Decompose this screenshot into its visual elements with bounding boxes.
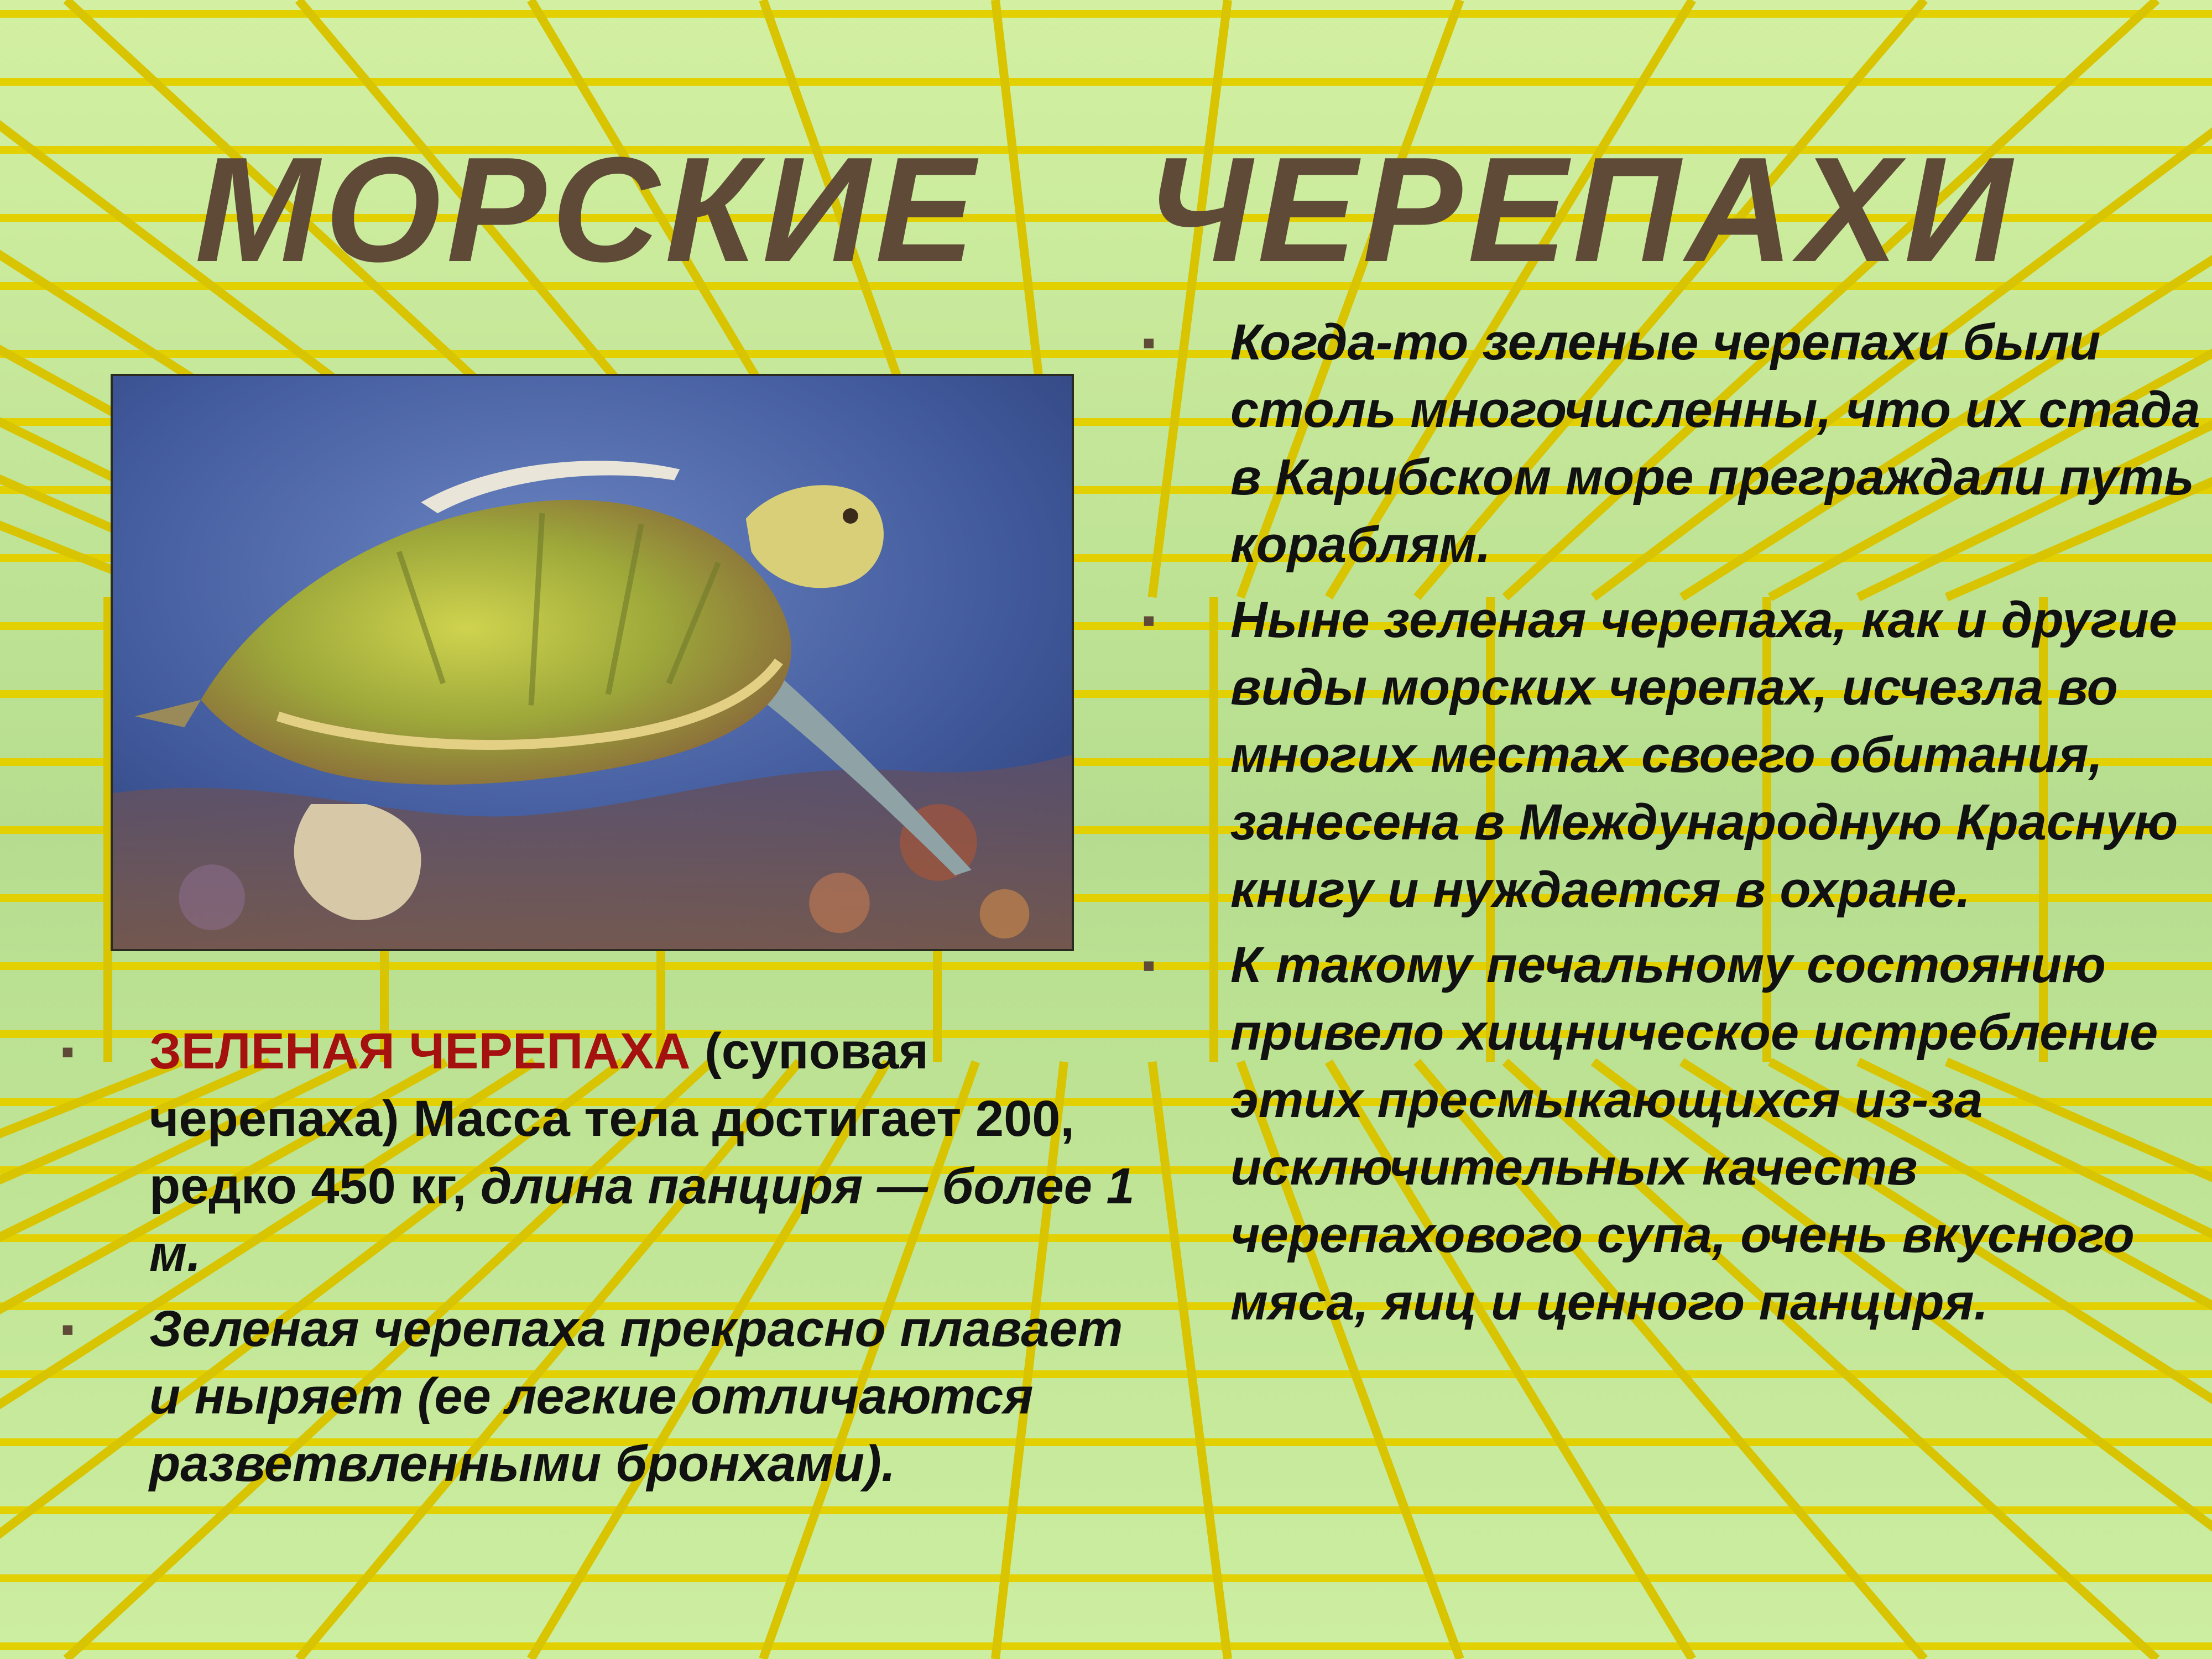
turtle-photo bbox=[111, 374, 1074, 951]
slide-title bbox=[0, 127, 2212, 293]
bullet-marker: ▪ bbox=[1142, 321, 1156, 364]
bullet-text: К такому печальному состоянию привело хищническое истребление этих пресмыкающихся из-за исключительных качеств черепахового супа, очень вкусного мяса, яиц и ценного панциря. bbox=[1230, 937, 2158, 1331]
bullet-text: (суповая черепаха) Масса тела достигает 200, редко 450 кг, bbox=[149, 1023, 1074, 1214]
list-item bbox=[61, 1295, 1156, 1498]
bullet-text: Ныне зеленая черепаха, как и другие виды морских черепах, исчезла во многих местах своего обитания, занесена в Международную Красную книгу и нуждается в охране. bbox=[1230, 592, 2178, 918]
bullet-marker: ▪ bbox=[1142, 598, 1156, 641]
bullet-marker: ▪ bbox=[1142, 943, 1156, 987]
highlight-green-turtle: ЗЕЛЕНАЯ ЧЕРЕПАХА bbox=[149, 1023, 691, 1079]
bullet-text: Зеленая черепаха прекрасно плавает и ныряет (ее легкие отличаются разветвленными бронхами). bbox=[149, 1301, 1123, 1492]
bullet-text: Когда-то зеленые черепахи были столь многочисленны, что их стада в Карибском море преграждали путь кораблям. bbox=[1230, 314, 2200, 573]
bullet-marker: ▪ bbox=[61, 1030, 75, 1073]
right-bullet-list bbox=[1142, 309, 2212, 1344]
bullet-marker: ▪ bbox=[61, 1307, 75, 1350]
list-item bbox=[1142, 309, 2212, 578]
turtle-illustration bbox=[113, 376, 1072, 949]
list-item bbox=[1142, 931, 2212, 1336]
bullet-text: длина панциря — более 1 м. bbox=[149, 1158, 1135, 1282]
left-bullet-list bbox=[61, 1018, 1156, 1505]
list-item bbox=[1142, 586, 2212, 924]
title-word-1: МОРСКИЕ bbox=[195, 127, 980, 293]
title-word-2: ЧЕРЕПАХИ bbox=[1146, 127, 2017, 293]
list-item bbox=[61, 1018, 1156, 1287]
